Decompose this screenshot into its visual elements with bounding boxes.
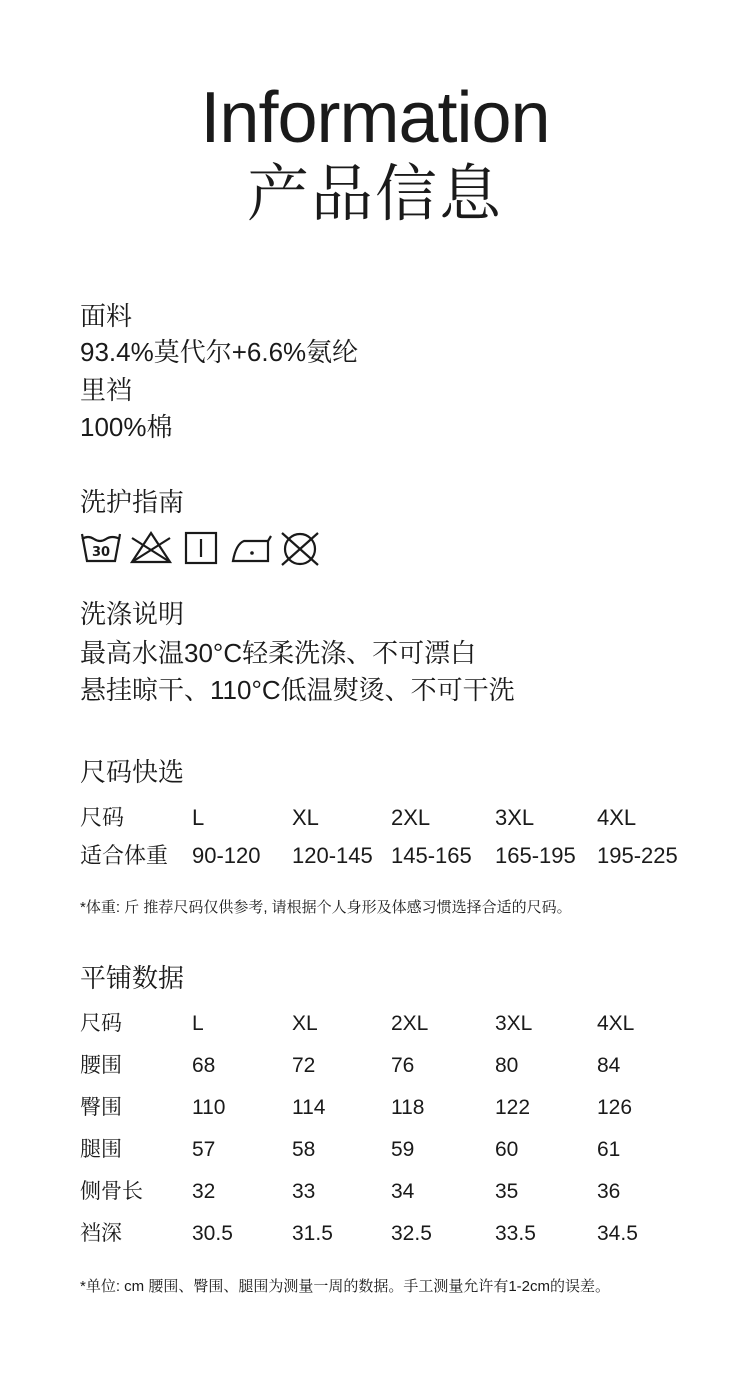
flat-note: *单位: cm 腰围、臀围、腿围为测量一周的数据。手工测量允许有1-2cm的误差。 — [80, 1278, 611, 1295]
table-cell: 3XL — [495, 1012, 533, 1035]
table-cell: L — [192, 1012, 204, 1035]
hang-dry-icon — [183, 530, 219, 566]
table-cell: 68 — [192, 1054, 216, 1077]
table-cell: 臀围 — [80, 1096, 122, 1119]
table-cell: 30.5 — [192, 1222, 233, 1245]
table-cell: 腿围 — [80, 1138, 122, 1161]
wash-label: 洗涤说明 — [80, 599, 185, 629]
table-cell: 33 — [292, 1180, 316, 1203]
table-cell: 3XL — [495, 805, 535, 830]
lining-label: 里裆 — [80, 375, 133, 405]
table-cell: 尺码 — [80, 805, 125, 830]
no-dry-clean-icon — [278, 530, 322, 568]
table-cell: 32 — [192, 1180, 216, 1203]
table-row — [80, 1135, 700, 1165]
table-cell: 32.5 — [391, 1222, 432, 1245]
table-cell: 72 — [292, 1054, 316, 1077]
table-cell: 126 — [597, 1096, 633, 1119]
wash-temp-label: 30 — [91, 545, 111, 560]
lining-value: 100%棉 — [80, 412, 173, 442]
table-cell: 适合体重 — [80, 843, 169, 868]
table-cell: 122 — [495, 1096, 531, 1119]
table-cell: 195-225 — [597, 843, 678, 868]
wash-30-icon — [80, 530, 122, 566]
table-row — [80, 1219, 700, 1249]
wash-line-1: 最高水温30°C轻柔洗涤、不可漂白 — [80, 638, 477, 668]
table-row — [80, 803, 700, 833]
table-cell: 120-145 — [292, 843, 373, 868]
table-cell: 4XL — [597, 805, 637, 830]
table-cell: 80 — [495, 1054, 519, 1077]
table-cell: 90-120 — [192, 843, 261, 868]
size-select-note: *体重: 斤 推荐尺码仅供参考, 请根据个人身形及体感习惯选择合适的尺码。 — [80, 899, 572, 916]
table-row — [80, 1177, 700, 1207]
table-cell: XL — [292, 1012, 318, 1035]
table-cell: 58 — [292, 1138, 316, 1161]
table-cell: 60 — [495, 1138, 519, 1161]
page-title-en: Information — [200, 78, 550, 158]
table-cell: 59 — [391, 1138, 415, 1161]
table-cell: 165-195 — [495, 843, 576, 868]
table-cell: 76 — [391, 1054, 415, 1077]
fabric-value: 93.4%莫代尔+6.6%氨纶 — [80, 337, 359, 367]
table-cell: 114 — [292, 1096, 326, 1119]
table-row — [80, 1009, 700, 1039]
no-bleach-icon — [128, 530, 174, 566]
table-cell: 4XL — [597, 1012, 635, 1035]
table-cell: 裆深 — [80, 1222, 122, 1245]
table-cell: 61 — [597, 1138, 621, 1161]
table-cell: XL — [292, 805, 319, 830]
wash-line-2: 悬挂晾干、110°C低温熨烫、不可干洗 — [80, 675, 515, 705]
page-title-cn: 产品信息 — [246, 157, 503, 230]
table-cell: 84 — [597, 1054, 621, 1077]
flat-label: 平铺数据 — [80, 963, 185, 993]
table-cell: 2XL — [391, 1012, 429, 1035]
table-cell: 33.5 — [495, 1222, 536, 1245]
table-row — [80, 1093, 700, 1123]
table-row — [80, 841, 700, 871]
table-cell: 36 — [597, 1180, 621, 1203]
fabric-label: 面料 — [80, 301, 133, 331]
table-cell: 110 — [192, 1096, 226, 1119]
iron-low-icon — [230, 530, 274, 566]
table-cell: L — [192, 805, 205, 830]
table-cell: 145-165 — [391, 843, 472, 868]
table-cell: 31.5 — [292, 1222, 333, 1245]
table-cell: 2XL — [391, 805, 431, 830]
table-cell: 35 — [495, 1180, 519, 1203]
table-cell: 侧骨长 — [80, 1180, 143, 1203]
table-row — [80, 1051, 700, 1081]
care-label: 洗护指南 — [80, 487, 185, 517]
table-cell: 34.5 — [597, 1222, 638, 1245]
table-cell: 34 — [391, 1180, 415, 1203]
table-cell: 118 — [391, 1096, 425, 1119]
table-cell: 尺码 — [80, 1012, 122, 1035]
size-select-label: 尺码快选 — [80, 757, 185, 787]
table-cell: 57 — [192, 1138, 216, 1161]
table-cell: 腰围 — [80, 1054, 122, 1077]
